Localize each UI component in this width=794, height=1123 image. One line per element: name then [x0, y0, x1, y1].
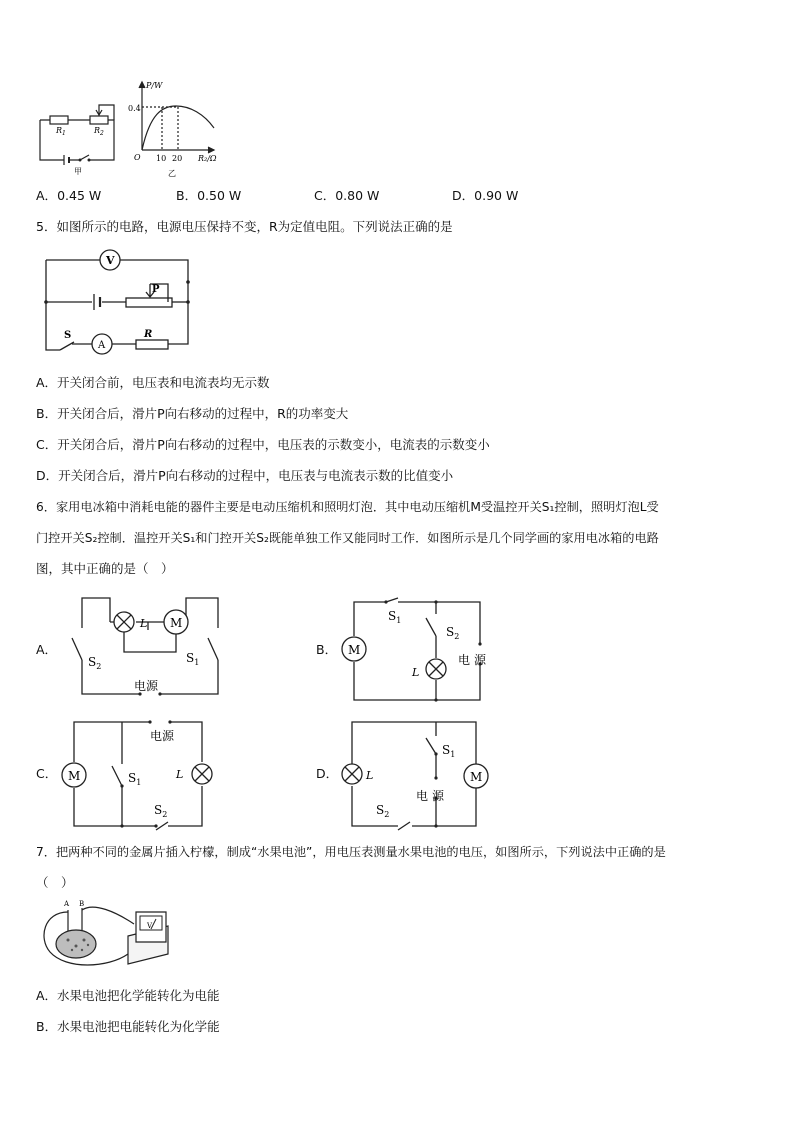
q4-options	[36, 188, 756, 204]
x-axis-label: R₂/Ω	[198, 154, 217, 163]
r1-sub: 1	[62, 130, 66, 137]
q4-figure-jia	[34, 98, 124, 176]
d-power-label-2: 源	[432, 789, 445, 803]
meter-label: V	[147, 922, 153, 930]
q6-option-c-label: C．	[36, 766, 58, 781]
resistor-label: R	[144, 329, 153, 340]
x-tick-10: 10	[156, 154, 167, 163]
q7-stem-line2: （ ）	[36, 875, 74, 890]
q4-option-c: C．0.80 W	[314, 188, 380, 203]
a-motor-label: M	[170, 616, 183, 630]
a-s2-label: S	[88, 655, 97, 669]
ammeter-label: A	[98, 340, 106, 351]
d-lamp-label: L	[366, 769, 374, 782]
caption-yi: 乙	[168, 169, 176, 178]
q7-stem-line1: 7．把两种不同的金属片插入柠檬，制成“水果电池”，用电压表测量水果电池的电压，如图所示，下列说法中正确的是	[36, 845, 666, 859]
b-power-label-1: 电	[458, 653, 471, 667]
svg-text:S2: $S_2$	[154, 803, 168, 819]
q6-option-d-label: D．	[316, 766, 339, 781]
a-lamp-label: L	[140, 617, 148, 630]
d-power-label-1: 电	[416, 789, 429, 803]
q7-fruit-battery-figure	[36, 898, 176, 970]
svg-text:S2: $S_2$	[446, 625, 460, 641]
switch-label: S	[64, 330, 72, 341]
r2-sub: 2	[100, 130, 104, 137]
q4-option-d: D．0.90 W	[452, 188, 519, 203]
y-tick: 0.4	[128, 104, 141, 113]
q5-option-d: D．开关闭合后，滑片P向右移动的过程中，电压表与电流表示数的比值变小	[36, 468, 454, 483]
q4-option-b: B．0.50 W	[176, 188, 242, 203]
svg-text:S1: $S_1$	[442, 743, 456, 759]
y-axis-label: P/W	[146, 81, 163, 90]
c-motor-label: M	[68, 769, 81, 783]
caption-jia: 甲	[74, 167, 82, 176]
x-tick-20: 20	[172, 154, 183, 163]
q6-circuit-c	[56, 714, 226, 834]
r1-label: R	[56, 126, 63, 135]
q5-option-a: A．开关闭合前，电压表和电流表均无示数	[36, 375, 270, 390]
slider-label: P	[152, 284, 160, 295]
q6-circuit-b	[336, 588, 506, 708]
svg-text:S1: $S_1$	[388, 609, 402, 625]
q5-option-c: C．开关闭合后，滑片P向右移动的过程中，电压表的示数变小，电流表的示数变小	[36, 437, 490, 452]
c-s1-label: S	[128, 771, 137, 785]
q7-option-a: A．水果电池把化学能转化为电能	[36, 988, 220, 1003]
svg-text:S2: $S_2$	[376, 803, 390, 819]
q6-option-a-label: A．	[36, 642, 58, 657]
electrode-b-label: B	[79, 900, 85, 908]
d-motor-label: M	[470, 770, 483, 784]
c-power-label: 电源	[150, 729, 175, 743]
svg-text:电源	[458, 652, 487, 667]
svg-text:R1	[55, 126, 66, 137]
b-s2-label: S	[446, 625, 455, 639]
a-s1-label: S	[186, 651, 195, 665]
svg-text:S2: $S_2$	[88, 655, 102, 671]
b-power-label-2: 源	[474, 653, 487, 667]
q6-circuit-a	[60, 594, 230, 704]
q5-stem: 5．如图所示的电路，电源电压保持不变，R为定值电阻。下列说法正确的是	[36, 219, 453, 234]
b-s1-label: S	[388, 609, 397, 623]
svg-text:电源	[416, 788, 445, 803]
svg-text:S1: $S_1$	[128, 771, 142, 787]
svg-text:R2	[93, 126, 104, 137]
q7-option-b: B．水果电池把电能转化为化学能	[36, 1019, 220, 1034]
origin-label: O	[134, 153, 141, 162]
d-s1-label: S	[442, 743, 451, 757]
d-s2-label: S	[376, 803, 385, 817]
q5-option-b: B．开关闭合后，滑片P向右移动的过程中，R的功率变大	[36, 406, 349, 421]
q6-stem-line2: 门控开关S₂控制．温控开关S₁和门控开关S₂既能单独工作又能同时工作．如图所示是几个同学画的家用电冰箱的电路	[36, 531, 659, 545]
voltmeter-label: V	[106, 254, 115, 267]
q5-circuit	[36, 244, 196, 362]
svg-text:S1: $S_1$	[186, 651, 200, 667]
b-motor-label: M	[348, 643, 361, 657]
b-lamp-label: L	[412, 666, 420, 679]
q6-option-b-label: B．	[316, 642, 338, 657]
r2-label: R	[94, 126, 101, 135]
electrode-a-label: A	[64, 900, 70, 908]
q6-stem-line1: 6．家用电冰箱中消耗电能的器件主要是电动压缩机和照明灯泡．其中电动压缩机M受温控开关S₁控制，照明灯泡L受	[36, 500, 659, 514]
q6-circuit-d	[336, 714, 506, 834]
a-power-label: 电源	[134, 679, 159, 693]
q4-figure-yi	[126, 76, 226, 180]
c-lamp-label: L	[176, 768, 184, 781]
c-s2-label: S	[154, 803, 163, 817]
q4-option-a: A．0.45 W	[36, 188, 102, 203]
q6-stem-line3: 图，其中正确的是（ ）	[36, 561, 174, 576]
